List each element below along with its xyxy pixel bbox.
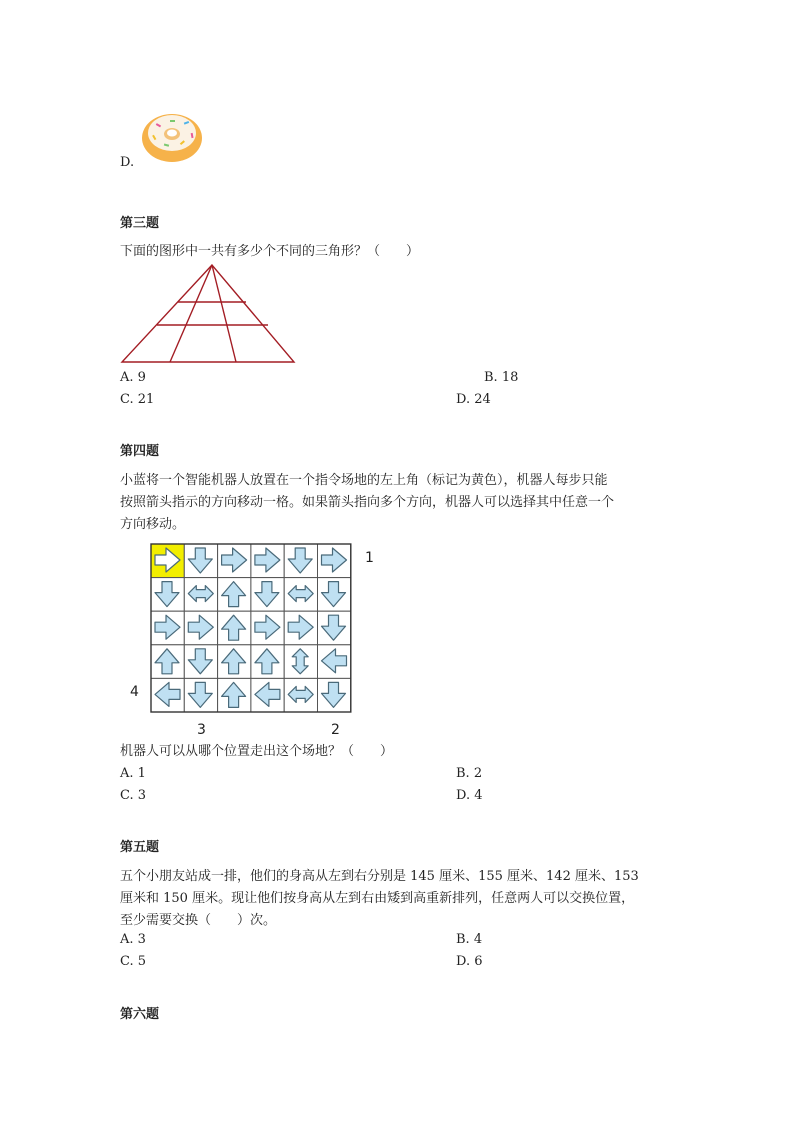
- q5-option-d[interactable]: D. 6: [456, 954, 483, 969]
- q4-heading: 第四题: [120, 444, 160, 459]
- q5-heading: 第五题: [120, 840, 160, 855]
- q6-heading: 第六题: [120, 1007, 160, 1022]
- arrow-grid: [150, 543, 352, 715]
- exit-label-1: 1: [365, 550, 374, 566]
- q4-option-b[interactable]: B. 2: [456, 766, 483, 781]
- q3-option-b[interactable]: B. 18: [484, 370, 519, 385]
- q4-line-2: 按照箭头指示的方向移动一格。如果箭头指向多个方向，机器人可以选择其中任意一个: [120, 495, 615, 510]
- q4-option-c[interactable]: C. 3: [120, 788, 147, 803]
- q3-heading: 第三题: [120, 216, 160, 231]
- q5-option-c[interactable]: C. 5: [120, 954, 147, 969]
- donut-image: [140, 108, 204, 164]
- q5-line-2: 厘米和 150 厘米。现让他们按身高从左到右由矮到高重新排列，任意两人可以交换位置，: [120, 891, 635, 906]
- q3-question: 下面的图形中一共有多少个不同的三角形？（ ）: [120, 244, 420, 259]
- q4-line-3: 方向移动。: [120, 517, 186, 532]
- q3-option-c[interactable]: C. 21: [120, 392, 155, 407]
- q4-option-d[interactable]: D. 4: [456, 788, 483, 803]
- q5-option-b[interactable]: B. 4: [456, 932, 483, 947]
- q5-option-a[interactable]: A. 3: [120, 932, 146, 947]
- exit-label-2: 2: [331, 722, 340, 738]
- q3-option-d[interactable]: D. 24: [456, 392, 491, 407]
- q5-line-3: 至少需要交换（ ）次。: [120, 913, 277, 928]
- q3-option-a[interactable]: A. 9: [120, 370, 146, 385]
- q5-line-1: 五个小朋友站成一排，他们的身高从左到右分别是 145 厘米、155 厘米、142 厘米、153: [120, 869, 639, 884]
- exit-label-4: 4: [130, 684, 139, 700]
- q2-option-d[interactable]: D.: [120, 155, 135, 170]
- q4-option-a[interactable]: A. 1: [120, 766, 146, 781]
- q4-question: 机器人可以从哪个位置走出这个场地？（ ）: [120, 744, 394, 759]
- exit-label-3: 3: [197, 722, 206, 738]
- q4-line-1: 小蓝将一个智能机器人放置在一个指令场地的左上角（标记为黄色），机器人每步只能: [120, 473, 608, 488]
- triangle-figure: [118, 262, 298, 366]
